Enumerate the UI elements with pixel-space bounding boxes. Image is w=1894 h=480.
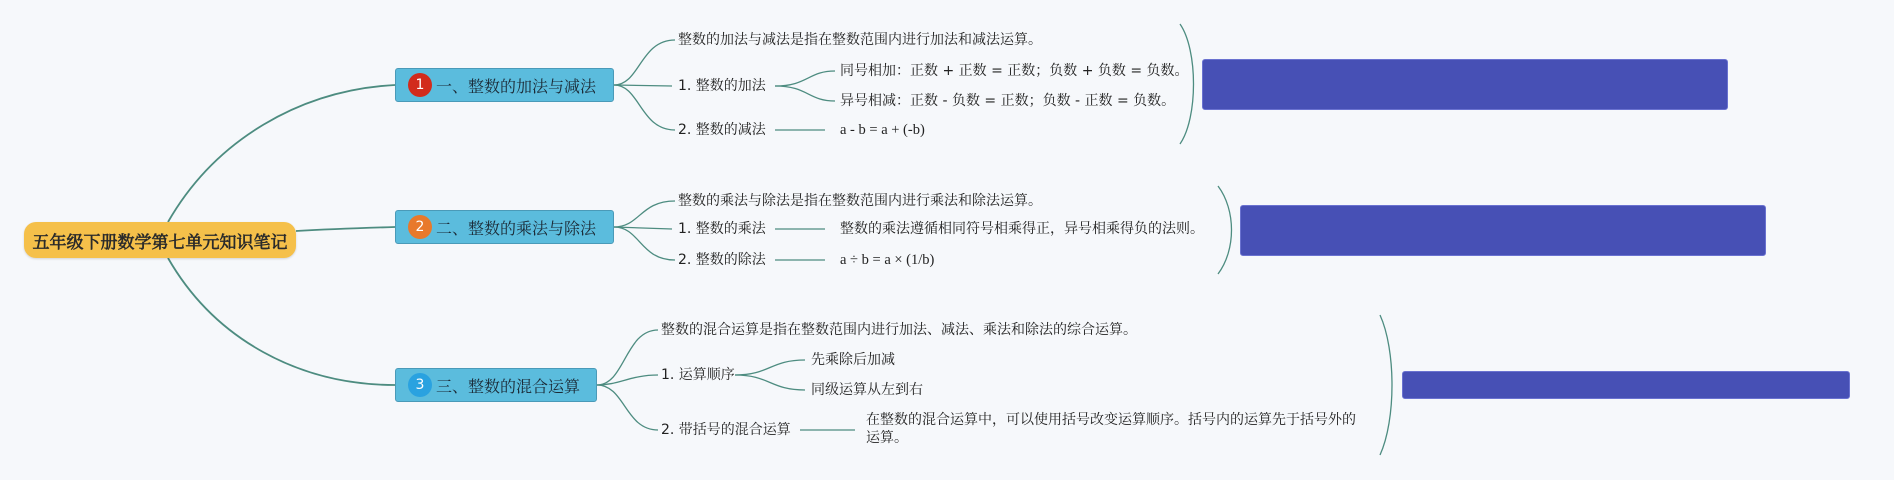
branch-node-1[interactable]: [395, 68, 614, 102]
b2-definition: 整数的乘法与除法是指在整数范围内进行乘法和除法运算。: [678, 193, 1042, 209]
b2-item-2-label: 2. 整数的除法: [678, 252, 766, 268]
branch-title: 一、整数的加法与减法: [436, 76, 597, 96]
link-b3-rule-a: [735, 360, 805, 375]
bracket-branch-1: [1180, 24, 1194, 144]
number-badge-icon: 2: [408, 215, 432, 239]
link-b1-rule-a: [775, 71, 835, 86]
link-b3-definition: [597, 330, 658, 385]
b3-item-1-label: 1. 运算顺序: [661, 367, 735, 383]
b1-item-1-label: 1. 整数的加法: [678, 78, 766, 94]
b1-definition: 整数的加法与减法是指在整数范围内进行加法和减法运算。: [678, 32, 1042, 48]
link-b2-definition: [614, 201, 675, 227]
link-b1-item-1: [614, 85, 672, 86]
b1-rule-b: 异号相减：正数 - 负数 = 正数；负数 - 正数 = 负数。: [840, 93, 1176, 109]
bracket-branch-2: [1218, 186, 1232, 274]
link-root-branch-2: [296, 227, 395, 231]
link-b3-item-1: [597, 375, 658, 385]
b3-rule-a: 先乘除后加减: [811, 352, 895, 368]
bracket-branch-3: [1380, 315, 1392, 455]
branch-node-2[interactable]: [395, 210, 614, 244]
link-b1-definition: [614, 40, 675, 85]
b1-rule-a: 同号相加：正数 + 正数 = 正数；负数 + 负数 = 负数。: [840, 63, 1189, 79]
link-b1-item-2: [614, 85, 675, 130]
branch-title: 三、整数的混合运算: [436, 376, 581, 396]
b3-definition: 整数的混合运算是指在整数范围内进行加法、减法、乘法和除法的综合运算。: [661, 322, 1137, 338]
link-root-branch-3: [168, 258, 395, 385]
link-root-branch-1: [168, 85, 395, 222]
b2-item-1-label: 1. 整数的乘法: [678, 221, 766, 237]
b1-formula: a - b = a + (-b): [840, 122, 925, 138]
b2-formula: a ÷ b = a × (1/b): [840, 252, 935, 268]
b1-item-2-label: 2. 整数的减法: [678, 122, 766, 138]
link-b1-rule-b: [775, 86, 835, 101]
root-node[interactable]: [24, 222, 296, 258]
b3-rule-b: 同级运算从左到右: [811, 382, 923, 398]
b3-rule: 在整数的混合运算中，可以使用括号改变运算顺序。括号内的运算先于括号外的运算。: [866, 412, 1356, 446]
b2-rule: 整数的乘法遵循相同符号相乘得正，异号相乘得负的法则。: [840, 221, 1204, 237]
number-badge-icon: 3: [408, 373, 432, 397]
root-title: 五年级下册数学第七单元知识笔记: [32, 232, 288, 253]
number-badge-icon: 1: [408, 73, 432, 97]
branch-title: 二、整数的乘法与除法: [436, 218, 597, 238]
link-b3-rule-b: [735, 375, 805, 390]
branch-node-3[interactable]: [395, 368, 597, 402]
link-b3-item-2: [597, 385, 658, 430]
summary-card-1: [1202, 59, 1728, 110]
link-b2-item-2: [614, 227, 675, 260]
summary-card-2: [1240, 205, 1766, 256]
summary-card-3: [1402, 371, 1850, 399]
b3-item-2-label: 2. 带括号的混合运算: [661, 422, 791, 438]
